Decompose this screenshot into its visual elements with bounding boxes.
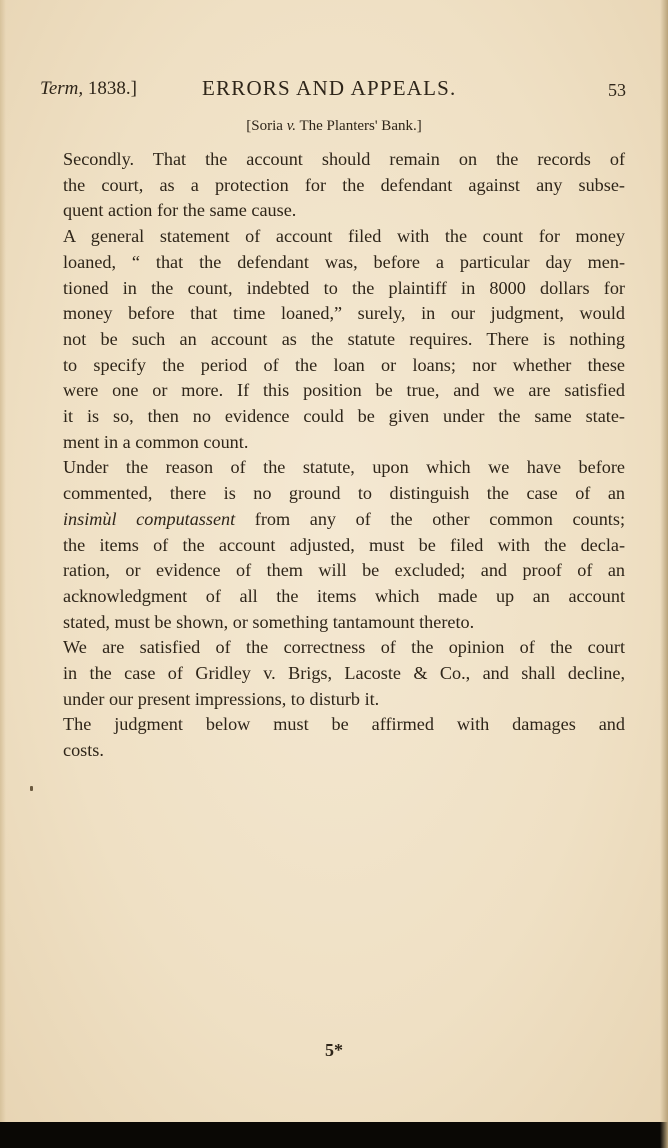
text-line: it is so, then no evidence could be given under the same state-: [63, 406, 625, 427]
italic-phrase: insimùl computassent: [63, 508, 236, 529]
paragraph: [45, 712, 625, 763]
ink-speck: [30, 786, 33, 791]
scan-bottom-edge: [0, 1122, 668, 1148]
text-line: in the case of Gridley v. Brigs, Lacoste & Co., and shall decline,: [63, 663, 625, 684]
text-line: insimùl computassent from any of the other common counts;: [63, 508, 625, 529]
text-line: costs.: [63, 740, 104, 761]
text-line: to specify the period of the loan or loans; nor whether these: [63, 354, 625, 375]
text-line: A general statement of account filed with the count for money: [63, 226, 625, 247]
text-line: quent action for the same cause.: [63, 200, 297, 221]
paragraph: [45, 455, 625, 635]
text-line: commented, there is no ground to distinguish the case of an: [63, 483, 625, 504]
text-line: acknowledgment of all the items which made up an account: [63, 585, 625, 606]
text-line: stated, must be shown, or something tantamount thereto.: [63, 611, 475, 632]
signature-mark: 5*: [325, 1040, 343, 1060]
text-line: ration, or evidence of them will be excluded; and proof of an: [63, 560, 625, 581]
case-caption: [Soria v. The Planters' Bank.]: [246, 118, 422, 134]
text-line: not be such an account as the statute requires. There is nothing: [63, 328, 625, 349]
body-text: [45, 147, 625, 764]
text-line: under our present impressions, to disturb it.: [63, 688, 380, 709]
text-line: were one or more. If this position be true, and we are satisfied: [63, 380, 625, 401]
header-term: Term, 1838.]: [40, 78, 137, 99]
text-line: Secondly. That the account should remain on the records of: [63, 149, 625, 169]
text-line: Under the reason of the statute, upon which we have before: [63, 457, 625, 478]
running-header: [40, 74, 626, 104]
text-line: The judgment below must be affirmed with damages and: [63, 714, 625, 735]
page-number: 53: [608, 80, 626, 100]
text-line: the items of the account adjusted, must be filed with the decla-: [63, 534, 625, 555]
paragraph: [45, 224, 625, 455]
text-line: ment in a common count.: [63, 431, 249, 452]
text-line: money before that time loaned,” surely, in our judgment, would: [63, 303, 625, 324]
header-title: ERRORS AND APPEALS.: [202, 76, 457, 100]
text-line: loaned, “ that the defendant was, before a particular day men-: [63, 251, 625, 272]
text-line: We are satisfied of the correctness of the opinion of the court: [63, 637, 625, 658]
paragraph: [45, 147, 625, 224]
paragraph: [45, 635, 625, 712]
text-line: the court, as a protection for the defendant against any subse-: [63, 174, 625, 195]
text-line: tioned in the count, indebted to the plaintiff in 8000 dollars for: [63, 277, 625, 298]
